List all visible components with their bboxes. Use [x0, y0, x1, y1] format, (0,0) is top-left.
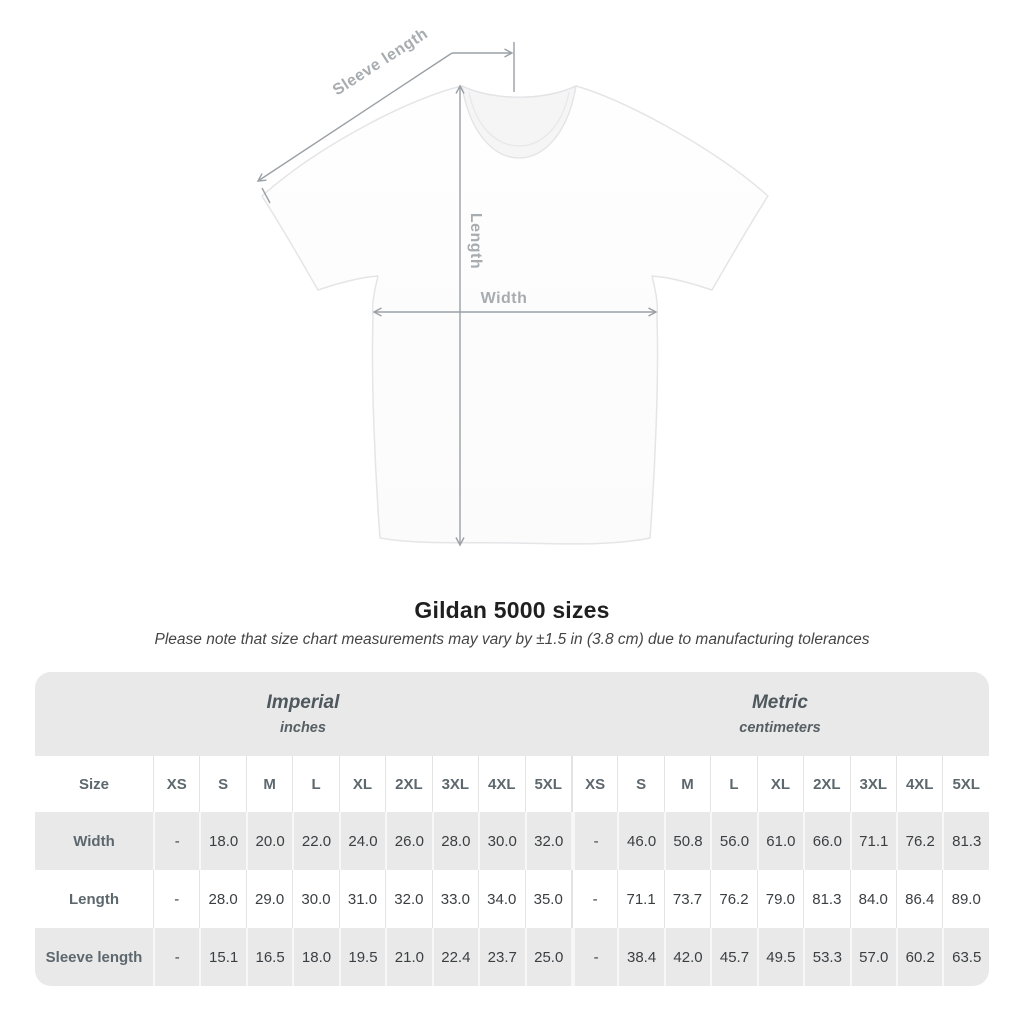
- value-cell: 53.3: [803, 928, 849, 986]
- value-cell: 22.0: [292, 812, 338, 870]
- size-header-row: [35, 756, 989, 812]
- caption: [0, 597, 1024, 649]
- value-cell: 15.1: [199, 928, 245, 986]
- value-cell: 24.0: [339, 812, 385, 870]
- size-header-cell: L: [710, 756, 756, 812]
- value-cell: 34.0: [478, 870, 524, 928]
- imperial-label: Imperial: [266, 692, 340, 713]
- value-cell: -: [153, 870, 199, 928]
- row-label: Length: [35, 870, 153, 928]
- size-header-cell: M: [664, 756, 710, 812]
- value-cell: 49.5: [757, 928, 803, 986]
- value-cell: -: [153, 812, 199, 870]
- value-cell: 28.0: [199, 870, 245, 928]
- size-header-cell: 5XL: [942, 756, 989, 812]
- size-header-cell: 5XL: [525, 756, 571, 812]
- value-cell: -: [571, 928, 617, 986]
- value-cell: 84.0: [850, 870, 896, 928]
- value-cell: 16.5: [246, 928, 292, 986]
- value-cell: 60.2: [896, 928, 942, 986]
- size-header-cell: XS: [571, 756, 617, 812]
- value-cell: 79.0: [757, 870, 803, 928]
- value-cell: 63.5: [942, 928, 989, 986]
- size-table-container: [35, 672, 989, 986]
- row-label: Sleeve length: [35, 928, 153, 986]
- metric-unit-label: centimeters: [739, 720, 821, 736]
- value-cell: 56.0: [710, 812, 756, 870]
- value-cell: 46.0: [617, 812, 663, 870]
- value-cell: 23.7: [478, 928, 524, 986]
- value-cell: 81.3: [942, 812, 989, 870]
- value-cell: 76.2: [710, 870, 756, 928]
- width-row: [35, 812, 989, 870]
- value-cell: 20.0: [246, 812, 292, 870]
- value-cell: 38.4: [617, 928, 663, 986]
- value-cell: 50.8: [664, 812, 710, 870]
- value-cell: 18.0: [199, 812, 245, 870]
- size-header-cell: XL: [757, 756, 803, 812]
- value-cell: 61.0: [757, 812, 803, 870]
- value-cell: 33.0: [432, 870, 478, 928]
- value-cell: -: [153, 928, 199, 986]
- value-cell: 45.7: [710, 928, 756, 986]
- size-header-cell: XS: [153, 756, 199, 812]
- value-cell: -: [571, 870, 617, 928]
- value-cell: 66.0: [803, 812, 849, 870]
- value-cell: 28.0: [432, 812, 478, 870]
- value-cell: -: [571, 812, 617, 870]
- value-cell: 71.1: [850, 812, 896, 870]
- value-cell: 89.0: [942, 870, 989, 928]
- size-header-cell: 4XL: [896, 756, 942, 812]
- value-cell: 32.0: [525, 812, 571, 870]
- value-cell: 22.4: [432, 928, 478, 986]
- tolerance-note: Please note that size chart measurements may vary by ±1.5 in (3.8 cm) due to manufacturing tolerances: [154, 631, 870, 648]
- value-cell: 57.0: [850, 928, 896, 986]
- size-header-cell: 3XL: [850, 756, 896, 812]
- value-cell: 31.0: [339, 870, 385, 928]
- size-header-cell: S: [617, 756, 663, 812]
- row-label: Width: [35, 812, 153, 870]
- value-cell: 21.0: [385, 928, 431, 986]
- size-header-cell: 2XL: [385, 756, 431, 812]
- size-header-cell: S: [199, 756, 245, 812]
- size-header-cell: 4XL: [478, 756, 524, 812]
- value-cell: 25.0: [525, 928, 571, 986]
- page-title: Gildan 5000 sizes: [414, 597, 610, 623]
- length-row: [35, 870, 989, 928]
- value-cell: 73.7: [664, 870, 710, 928]
- value-cell: 76.2: [896, 812, 942, 870]
- value-cell: 81.3: [803, 870, 849, 928]
- length-label: Length: [467, 212, 484, 270]
- value-cell: 42.0: [664, 928, 710, 986]
- value-cell: 35.0: [525, 870, 571, 928]
- size-header-cell: M: [246, 756, 292, 812]
- value-cell: 30.0: [292, 870, 338, 928]
- size-table: [35, 672, 989, 986]
- size-header-cell: L: [292, 756, 338, 812]
- value-cell: 26.0: [385, 812, 431, 870]
- value-cell: 19.5: [339, 928, 385, 986]
- metric-group-header: [571, 672, 989, 756]
- size-header-cell: 3XL: [432, 756, 478, 812]
- value-cell: 18.0: [292, 928, 338, 986]
- imperial-group-header: [35, 672, 571, 756]
- value-cell: 30.0: [478, 812, 524, 870]
- value-cell: 86.4: [896, 870, 942, 928]
- value-cell: 71.1: [617, 870, 663, 928]
- unit-band-row: [35, 672, 989, 756]
- size-header-cell: XL: [339, 756, 385, 812]
- width-label: Width: [480, 290, 528, 307]
- sleeve-length-label: Sleeve length: [329, 25, 432, 100]
- imperial-unit-label: inches: [280, 720, 326, 736]
- metric-label: Metric: [751, 692, 808, 713]
- size-header-cell: 2XL: [803, 756, 849, 812]
- size-column-header: Size: [35, 756, 153, 812]
- value-cell: 29.0: [246, 870, 292, 928]
- sleeve-length-row: [35, 928, 989, 986]
- value-cell: 32.0: [385, 870, 431, 928]
